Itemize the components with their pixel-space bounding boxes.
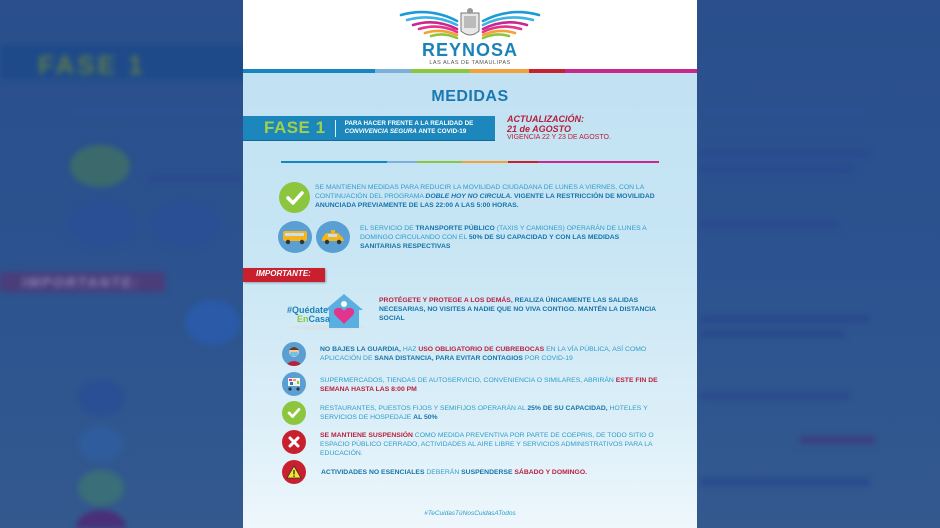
bg-text xyxy=(700,330,845,338)
taxi-icon xyxy=(316,221,350,253)
shopping-cart-icon xyxy=(282,372,306,396)
measure-supermarkets xyxy=(282,372,660,396)
bg-importante: IMPORTANTE: xyxy=(0,272,165,292)
important-badge: IMPORTANTE: xyxy=(243,268,325,282)
bg-bus-icon xyxy=(68,200,136,248)
page-title: MEDIDAS xyxy=(431,88,509,105)
update-validity: VIGENCIA 22 Y 23 DE AGOSTO. xyxy=(507,134,611,141)
bg-text xyxy=(700,220,840,228)
bus-icon xyxy=(278,221,312,253)
measure-text: SUPERMERCADOS, TIENDAS DE AUTOSERVICIO, CONVENIENCIA O SIMILARES, ABRIRÁN ESTE FIN DE SEMANA HASTA LAS 8:00 PM xyxy=(320,377,658,393)
warning-icon xyxy=(282,460,306,484)
bg-text xyxy=(700,150,870,158)
bg-house-icon xyxy=(185,300,240,345)
header xyxy=(243,0,697,69)
fase-banner xyxy=(243,116,495,141)
measure-mask xyxy=(282,342,650,366)
fase-label: FASE 1 xyxy=(264,118,326,137)
bg-text xyxy=(700,165,855,173)
logo-subtitle: LAS ALAS DE TAMAULIPAS xyxy=(429,60,511,66)
hashtag: #TeCuidasTúNosCuidasATodos xyxy=(424,510,516,517)
fase-description: PARA HACER FRENTE A LA REALIDAD DE CONVIVENCIA SEGURA ANTE COVID-19 xyxy=(344,120,474,135)
bg-divider-right xyxy=(700,110,870,113)
measure-transport xyxy=(278,221,660,253)
x-icon xyxy=(282,430,306,454)
bg-text xyxy=(700,392,850,400)
bg-text xyxy=(148,175,243,183)
bg-text xyxy=(700,315,870,323)
reynosa-logo xyxy=(395,7,545,65)
bg-taxi-icon xyxy=(150,200,220,248)
fase-separator xyxy=(335,120,336,137)
measure-suspension xyxy=(282,430,670,458)
bg-x-icon xyxy=(76,510,126,528)
infographic-poster xyxy=(243,0,697,528)
stay-home-text: PROTÉGETE Y PROTEGE A LOS DEMÁS, REALIZA ÚNICAMENTE LAS SALIDAS NECESARIAS, NO VISITES A NADIE QUE NO VIVA CONTIGO. MANTÉN LA DISTANCIA SOCIAL xyxy=(379,297,656,322)
bg-cart-icon xyxy=(78,426,124,462)
measure-text: SE MANTIENE SUSPENSIÓN COMO MEDIDA PREVENTIVA POR PARTE DE COEPRIS, DE TODO SITIO O ESPACIO PÚBLICO CERRADO, ACTIVIDADES AL AIRE LIBRE Y SERVICIOS ADMINISTRATIVOS PARA LA EDUCACIÓN. xyxy=(320,432,654,457)
winged-coat-of-arms-icon xyxy=(395,7,545,41)
logo-title: REYNOSA xyxy=(421,40,518,60)
stay-home-item xyxy=(283,292,669,332)
bg-text xyxy=(700,478,870,486)
measure-non-essential xyxy=(282,460,661,484)
bg-check-icon xyxy=(70,145,130,187)
bg-fase-text: FASE 1 xyxy=(38,50,146,80)
measure-text: RESTAURANTES, PUESTOS FIJOS Y SEMIFIJOS OPERARÁN AL 25% DE SU CAPACIDAD, HOTELES Y SERVICIOS DE HOSPEDAJE AL 50% xyxy=(320,405,648,421)
measure-restaurants xyxy=(282,401,660,425)
masked-person-icon xyxy=(282,342,306,366)
update-info xyxy=(507,114,611,142)
measure-text: NO BAJES LA GUARDIA, HAZ USO OBLIGATORIO DE CUBREBOCAS EN LA VÍA PÚBLICA, ASÍ COMO APLICACIÓN DE SANA DISTANCIA, PARA EVITAR CONTAGIOS POR COVID-19 xyxy=(320,346,647,362)
color-bar xyxy=(243,69,697,73)
quedate-text: #Quédate xyxy=(287,305,329,315)
measure-mobility xyxy=(279,182,665,213)
update-date: 21 de AGOSTO xyxy=(507,124,572,134)
check-icon xyxy=(282,401,306,425)
rainbow-divider xyxy=(281,161,659,163)
bg-person-icon xyxy=(78,380,124,416)
bg-divider xyxy=(70,110,240,113)
measure-text: ACTIVIDADES NO ESENCIALES DEBERÁN SUSPENDERSE SÁBADO Y DOMINGO. xyxy=(321,469,588,476)
measure-text: SE MANTIENEN MEDIDAS PARA REDUCIR LA MOVILIDAD CIUDADANA DE LUNES A VIERNES, CON LA CONTINUACIÓN DEL PROGRAMA DOBLE HOY NO CIRCULA. VIGENTE LA RESTRICCIÓN DE MOVILIDAD ANUNCIADA PREVIAMENTE DE LAS 22:00 A LAS 5:00 HORAS. xyxy=(315,184,655,209)
bg-text xyxy=(800,436,875,444)
quedate-en-casa-logo: #Quédate EnCasa xyxy=(283,292,369,332)
bg-check-icon-2 xyxy=(78,470,124,506)
check-icon xyxy=(279,182,310,213)
measure-text: EL SERVICIO DE TRANSPORTE PÚBLICO (TAXIS Y CAMIONES) OPERARÁN DE LUNES A DOMINGO CIRCULANDO CON EL 50% DE SU CAPACIDAD Y CON LAS MEDIDAS SANITARIAS RESPECTIVAS xyxy=(360,225,647,250)
update-heading: ACTUALIZACIÓN: xyxy=(507,114,584,124)
